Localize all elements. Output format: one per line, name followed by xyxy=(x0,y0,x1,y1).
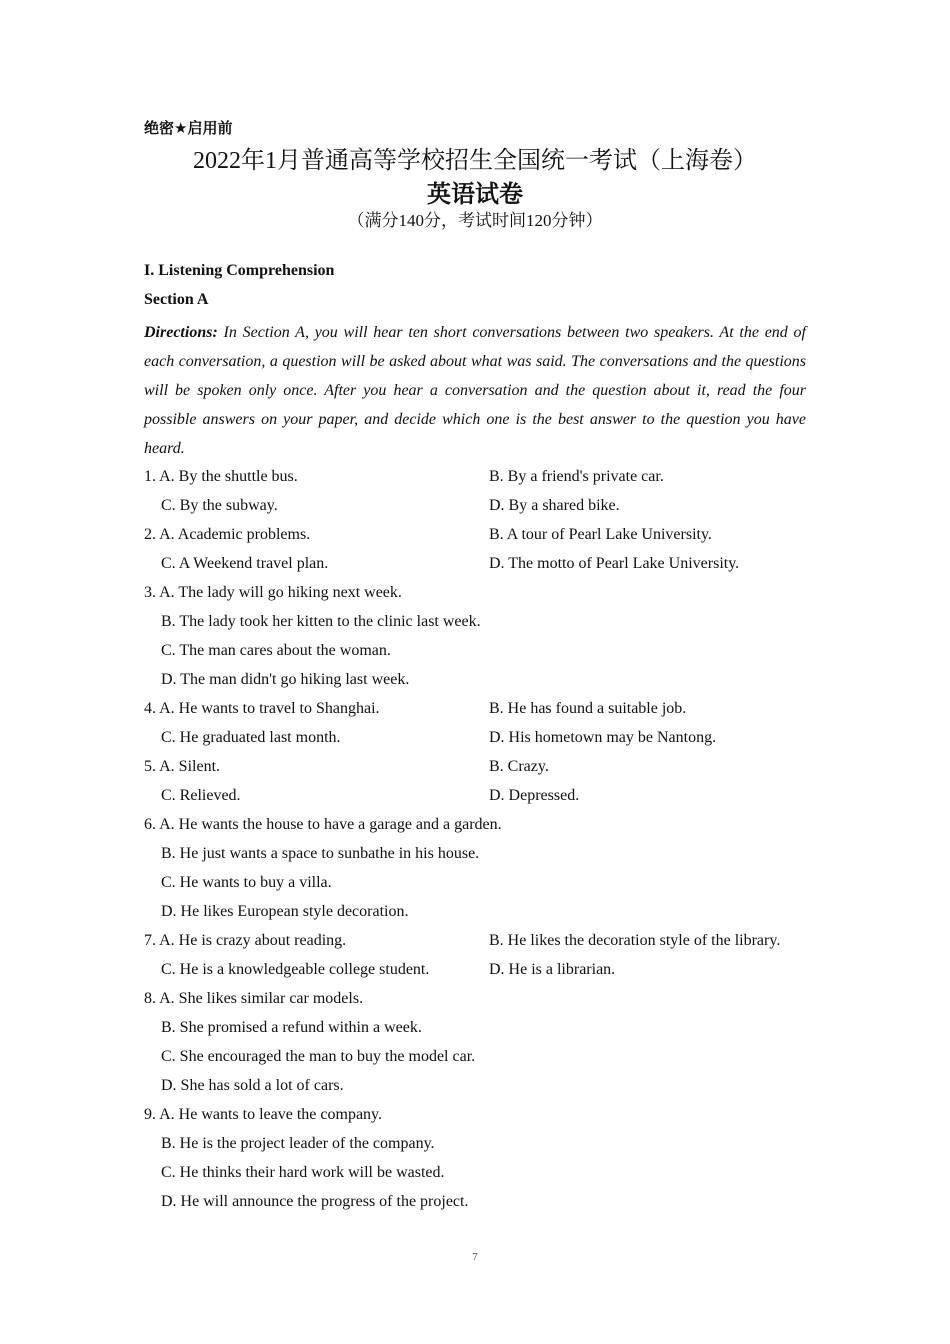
question-row xyxy=(144,607,806,636)
option-c: C. He wants to buy a villa. xyxy=(161,874,332,891)
option-d: D. He will announce the progress of the project. xyxy=(161,1193,469,1210)
option-d: D. His hometown may be Nantong. xyxy=(489,729,717,746)
question-row xyxy=(144,955,806,984)
exam-title: 2022年1月普通高等学校招生全国统一考试（上海卷） xyxy=(193,148,757,174)
option-c: C. A Weekend travel plan. xyxy=(161,555,329,572)
option-d: D. The motto of Pearl Lake University. xyxy=(489,555,740,572)
option-a: 5. A. Silent. xyxy=(144,758,221,775)
question-row xyxy=(144,578,806,607)
question-row xyxy=(144,1129,806,1158)
question-row xyxy=(144,694,806,723)
confidential-label: 绝密★启用前 xyxy=(144,119,233,137)
question-row xyxy=(144,1187,806,1216)
question-row xyxy=(144,462,806,491)
question-row xyxy=(144,868,806,897)
option-c: C. She encouraged the man to buy the model car. xyxy=(161,1048,476,1065)
directions-label: Directions: xyxy=(144,324,218,341)
question-row xyxy=(144,926,806,955)
option-b: B. He likes the decoration style of the library. xyxy=(489,932,781,949)
option-c: C. The man cares about the woman. xyxy=(161,642,391,659)
option-b: B. Crazy. xyxy=(489,758,549,775)
directions-paragraph xyxy=(144,318,806,463)
question-row xyxy=(144,723,806,752)
option-b: B. The lady took her kitten to the clinic last week. xyxy=(161,613,481,630)
part-title: I. Listening Comprehension xyxy=(144,262,335,279)
question-row xyxy=(144,810,806,839)
option-d: D. Depressed. xyxy=(489,787,580,804)
option-a: 7. A. He is crazy about reading. xyxy=(144,932,347,949)
question-row xyxy=(144,839,806,868)
option-a: 9. A. He wants to leave the company. xyxy=(144,1106,383,1123)
option-c: C. Relieved. xyxy=(161,787,241,804)
question-row xyxy=(144,897,806,926)
option-d: D. He is a librarian. xyxy=(489,961,616,978)
option-b: B. A tour of Pearl Lake University. xyxy=(489,526,712,543)
question-row xyxy=(144,1042,806,1071)
option-d: D. The man didn't go hiking last week. xyxy=(161,671,410,688)
option-b: B. She promised a refund within a week. xyxy=(161,1019,422,1036)
question-row xyxy=(144,1158,806,1187)
option-a: 1. A. By the shuttle bus. xyxy=(144,468,298,485)
question-row xyxy=(144,1013,806,1042)
question-row xyxy=(144,665,806,694)
question-row xyxy=(144,752,806,781)
question-row xyxy=(144,984,806,1013)
exam-note: （满分140分，考试时间120分钟） xyxy=(347,211,603,230)
page-number: 7 xyxy=(472,1251,478,1263)
option-a: 8. A. She likes similar car models. xyxy=(144,990,364,1007)
section-title: Section A xyxy=(144,291,209,308)
option-a: 4. A. He wants to travel to Shanghai. xyxy=(144,700,380,717)
option-d: D. He likes European style decoration. xyxy=(161,903,409,920)
question-row xyxy=(144,1100,806,1129)
option-c: C. By the subway. xyxy=(161,497,278,514)
option-c: C. He thinks their hard work will be wasted. xyxy=(161,1164,445,1181)
question-row xyxy=(144,1071,806,1100)
question-row xyxy=(144,491,806,520)
question-row xyxy=(144,520,806,549)
option-d: D. By a shared bike. xyxy=(489,497,620,514)
option-d: D. She has sold a lot of cars. xyxy=(161,1077,344,1094)
question-row xyxy=(144,636,806,665)
option-b: B. He has found a suitable job. xyxy=(489,700,687,717)
option-a: 3. A. The lady will go hiking next week. xyxy=(144,584,402,601)
question-row xyxy=(144,549,806,578)
option-a: 6. A. He wants the house to have a garage and a garden. xyxy=(144,816,502,833)
question-row xyxy=(144,781,806,810)
directions-text: In Section A, you will hear ten short conversations between two speakers. At the end of each conversation, a question will be asked about what was said. The conversations and the questions will be spoken only once. After you hear a conversation and the question about it, read the four possible answers on your paper, and decide which one is the best answer to the question you have heard. xyxy=(144,324,806,457)
option-b: B. He just wants a space to sunbathe in his house. xyxy=(161,845,480,862)
exam-subtitle: 英语试卷 xyxy=(427,182,523,208)
option-c: C. He is a knowledgeable college student. xyxy=(161,961,430,978)
option-b: B. By a friend's private car. xyxy=(489,468,664,485)
option-a: 2. A. Academic problems. xyxy=(144,526,311,543)
question-list xyxy=(144,462,806,1216)
option-c: C. He graduated last month. xyxy=(161,729,341,746)
option-b: B. He is the project leader of the company. xyxy=(161,1135,435,1152)
